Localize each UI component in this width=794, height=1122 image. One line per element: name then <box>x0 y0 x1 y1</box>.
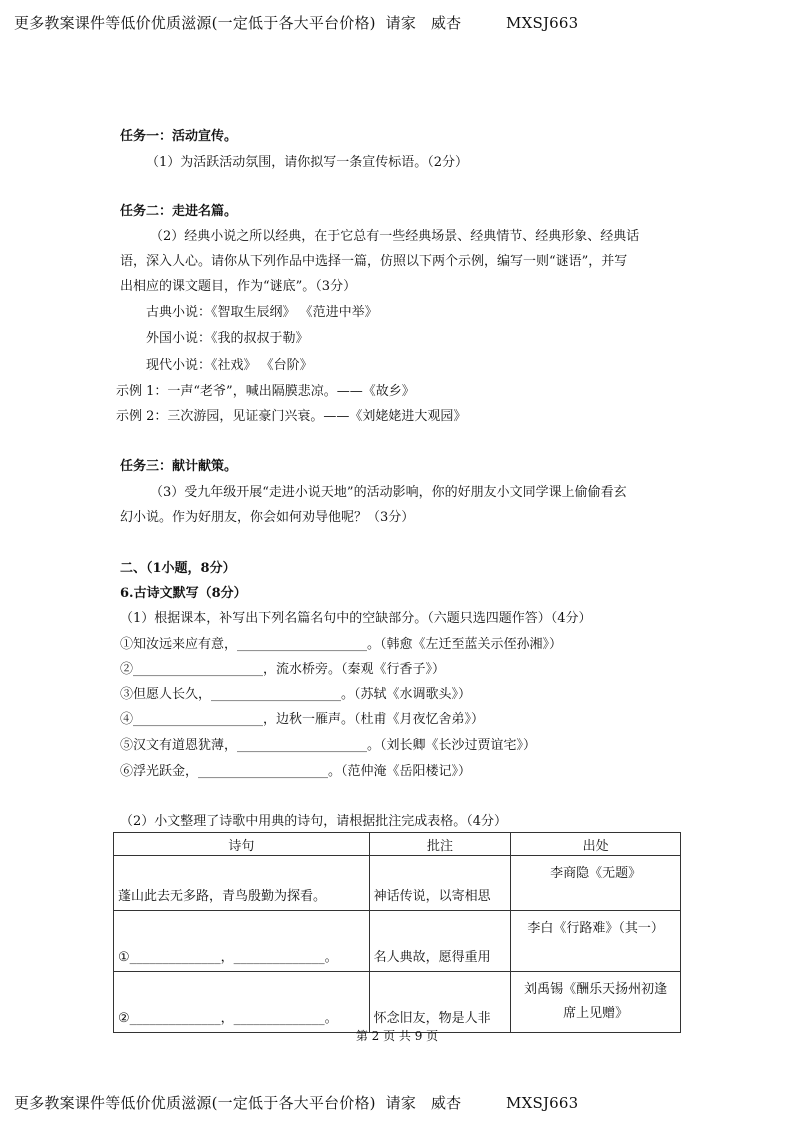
task3-question-line2: 幻小说。作为好朋友，你会如何劝导他呢？（3分） <box>120 510 415 525</box>
fill-item-3: ③但愿人长久，____________________。（苏轼《水调歌头》） <box>120 687 472 702</box>
foreign-novels: 外国小说：《我的叔叔于勒》 <box>146 331 309 346</box>
fill-item-5: ⑤汉文有道恩犹薄，____________________。（刘长卿《长沙过贾谊宅》） <box>120 738 537 753</box>
section2-title: 二、（1小题，8分） <box>120 561 236 576</box>
source-line: 李商隐《无题》 <box>550 866 642 881</box>
cell-source <box>511 972 681 1033</box>
header-poem: 诗句 <box>114 833 370 856</box>
header-note: 批注 <box>369 833 511 856</box>
cell-source <box>511 856 681 911</box>
table-row <box>114 856 681 911</box>
task1-question: （1）为活跃活动氛围，请你拟写一条宣传标语。（2分） <box>146 155 469 170</box>
fill-item-4: ④____________________，边秋一雁声。（杜甫《月夜忆舍弟》） <box>120 712 485 727</box>
example-1: 示例 1：一声“老爷”，喊出隔膜悲凉。——《故乡》 <box>116 384 415 399</box>
q6-part1: （1）根据课本，补写出下列名篇名句中的空缺部分。（六题只选四题作答）（4分） <box>120 611 592 626</box>
cell-poem: 蓬山此去无多路，青鸟殷勤为探看。 <box>114 856 370 911</box>
top-banner: 更多教案课件等低价优质滋源(一定低于各大平台价格) 请家 威杏 MXSJ663 <box>14 14 579 32</box>
example-2: 示例 2：三次游园，见证豪门兴衰。——《刘姥姥进大观园》 <box>116 409 467 424</box>
table-row <box>114 911 681 972</box>
task2-title: 任务二：走进名篇。 <box>120 204 238 219</box>
q6-title: 6.古诗文默写（8分） <box>120 586 247 601</box>
fill-item-6: ⑥浮光跃金，____________________。（范仲淹《岳阳楼记》） <box>120 764 472 779</box>
source-line: 席上见赠》 <box>563 1006 629 1021</box>
task1-title: 任务一：活动宣传。 <box>120 129 238 144</box>
source-line: 刘禹锡《酬乐天扬州初逢 <box>524 982 668 997</box>
cell-poem: ①______________，______________。 <box>114 911 370 972</box>
cell-source <box>511 911 681 972</box>
page-footer: 第 2 页 共 9 页 <box>355 1029 439 1043</box>
header-source: 出处 <box>511 833 681 856</box>
bottom-banner: 更多教案课件等低价优质滋源(一定低于各大平台价格) 请家 威杏 MXSJ663 <box>14 1094 579 1112</box>
cell-note: 名人典故，愿得重用 <box>369 911 511 972</box>
classic-novels: 古典小说：《智取生辰纲》 《范进中举》 <box>146 305 378 320</box>
fill-item-2: ②____________________，流水桥旁。（秦观《行香子》） <box>120 662 446 677</box>
allusion-table <box>113 832 681 1033</box>
q6-part2: （2）小文整理了诗歌中用典的诗句，请根据批注完成表格。（4分） <box>120 814 508 829</box>
cell-poem: ②______________，______________。 <box>114 972 370 1033</box>
fill-item-1: ①知汝远来应有意，____________________。（韩愈《左迁至蓝关示侄孙湘》） <box>120 637 563 652</box>
task2-question-line1: （2）经典小说之所以经典，在于它总有一些经典场景、经典情节、经典形象、经典话 <box>150 229 640 244</box>
table-header-row <box>114 833 681 856</box>
task2-question-line3: 出相应的课文题目，作为“谜底”。（3分） <box>120 279 357 294</box>
task2-question-line2: 语，深入人心。请你从下列作品中选择一篇，仿照以下两个示例，编写一则“谜语”，并写 <box>120 254 628 269</box>
cell-note: 怀念旧友，物是人非 <box>369 972 511 1033</box>
source-line: 李白《行路难》（其一） <box>527 921 664 936</box>
task3-title: 任务三：献计献策。 <box>120 459 238 474</box>
table-row <box>114 972 681 1033</box>
cell-note: 神话传说，以寄相思 <box>369 856 511 911</box>
modern-novels: 现代小说：《社戏》 《台阶》 <box>146 358 313 373</box>
task3-question-line1: （3）受九年级开展“走进小说天地”的活动影响，你的好朋友小文同学课上偷偷看玄 <box>150 485 627 500</box>
